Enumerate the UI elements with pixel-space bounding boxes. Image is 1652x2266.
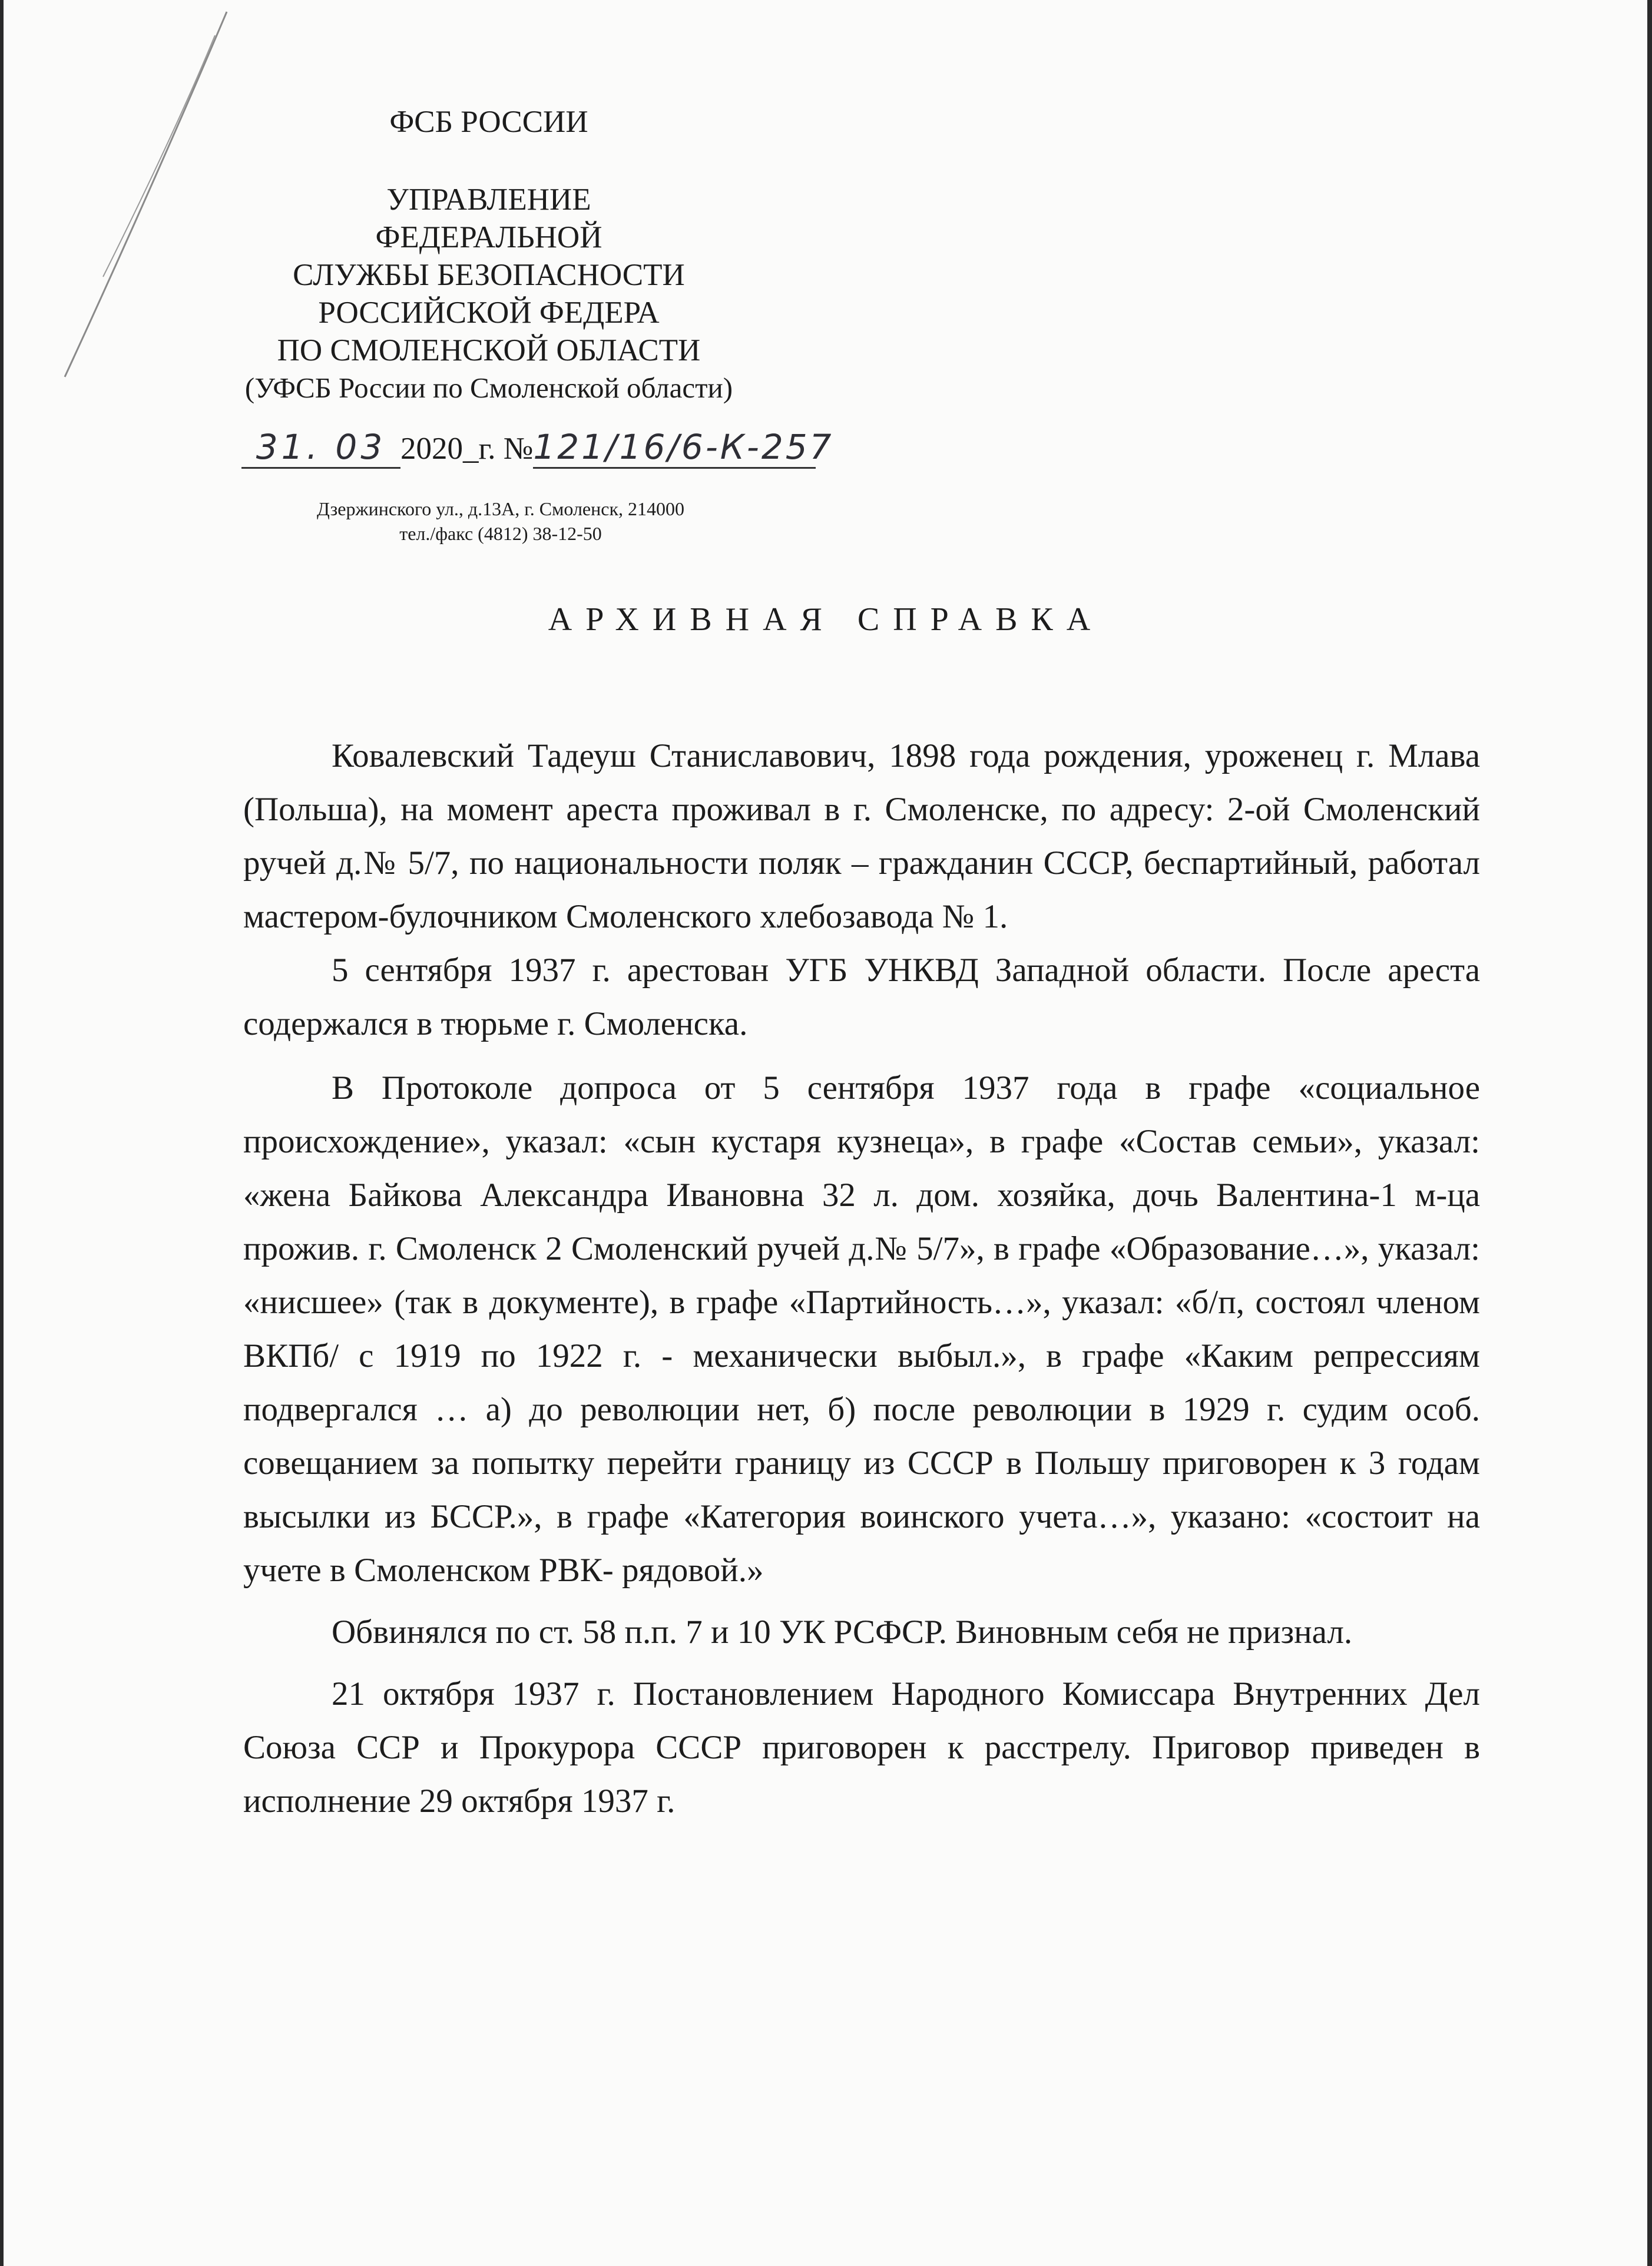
handwritten-date: 31. 03 (241, 427, 400, 469)
letterhead-line: РОССИЙСКОЙ ФЕДЕРА (318, 296, 660, 330)
org-short-name: (УФСБ России по Смоленской области) (244, 372, 733, 404)
document-title: АРХИВНАЯ СПРАВКА (548, 601, 1104, 638)
handwritten-number: 121/16/6-К-257 (533, 427, 816, 469)
address-phone: тел./факс (4812) 38-12-50 (399, 523, 602, 544)
letterhead (194, 103, 783, 407)
org-name: ФСБ РОССИИ (389, 105, 588, 139)
paragraph-sentence: 21 октября 1937 г. Постановлением Народного Комиссара Внутренних Дел Союза ССР и Прокурора СССР приговорен к расстрелу. Приговор приведен в исполнение 29 октября 1937 г. (243, 1675, 1480, 1820)
paragraph-interrogation: В Протоколе допроса от 5 сентября 1937 года в графе «социальное происхождение», указал: «сын кустаря кузнеца», в графе «Состав семьи», указал: «жена Байкова Александра Ивановна 32 л. дом. хозяйка, дочь Валентина-1 м-ца прожив. г. Смоленск 2 Смоленский ручей д.№ 5/7», в графе «Образование…», указал: «нисшее» (так в документе), в графе «Партийность…», указал: «б/п, состоял членом ВКПб/ с 1919 по 1922 г. - механически выбыл.», в графе «Каким репрессиям подвергался … а) до революции нет, б) после революции в 1929 г. судим особ. совещанием за попытку перейти границу из СССР в Польшу приговорен к 3 годам высылки из БССР.», в графе «Категория воинского учета…», указано: «состоит на учете в Смоленском РВК- рядовой.» (243, 1069, 1480, 1589)
paragraph-biography: Ковалевский Тадеуш Станиславович, 1898 года рождения, уроженец г. Млава (Польша), на момент ареста проживал в г. Смоленске, по адресу: 2-ой Смоленский ручей д.№ 5/7, по национальности поляк – гражданин СССР, беспартийный, работал мастером-булочником Смоленского хлебозавода № 1. (243, 737, 1480, 935)
paragraph-charge: Обвинялся по ст. 58 п.п. 7 и 10 УК РСФСР. Виновным себя не признал. (332, 1614, 1353, 1651)
document-body (243, 729, 1480, 1836)
registration-year: 2020_г. № (400, 432, 534, 466)
scan-edge-right (1647, 0, 1652, 2266)
letterhead-line: СЛУЖБЫ БЕЗОПАСНОСТИ (293, 258, 685, 292)
letterhead-line: ПО СМОЛЕНСКОЙ ОБЛАСТИ (277, 333, 701, 367)
paragraph-arrest: 5 сентября 1937 г. арестован УГБ УНКВД Западной области. После ареста содержался в тюрьме г. Смоленска. (243, 952, 1480, 1042)
letterhead-line: УПРАВЛЕНИЕ (386, 183, 591, 217)
scan-edge-left (0, 0, 4, 2266)
address-block (259, 496, 742, 546)
address-street: Дзержинского ул., д.13А, г. Смоленск, 214000 (317, 498, 684, 519)
letterhead-line: ФЕДЕРАЛЬНОЙ (375, 220, 602, 254)
registration-line (241, 427, 834, 469)
